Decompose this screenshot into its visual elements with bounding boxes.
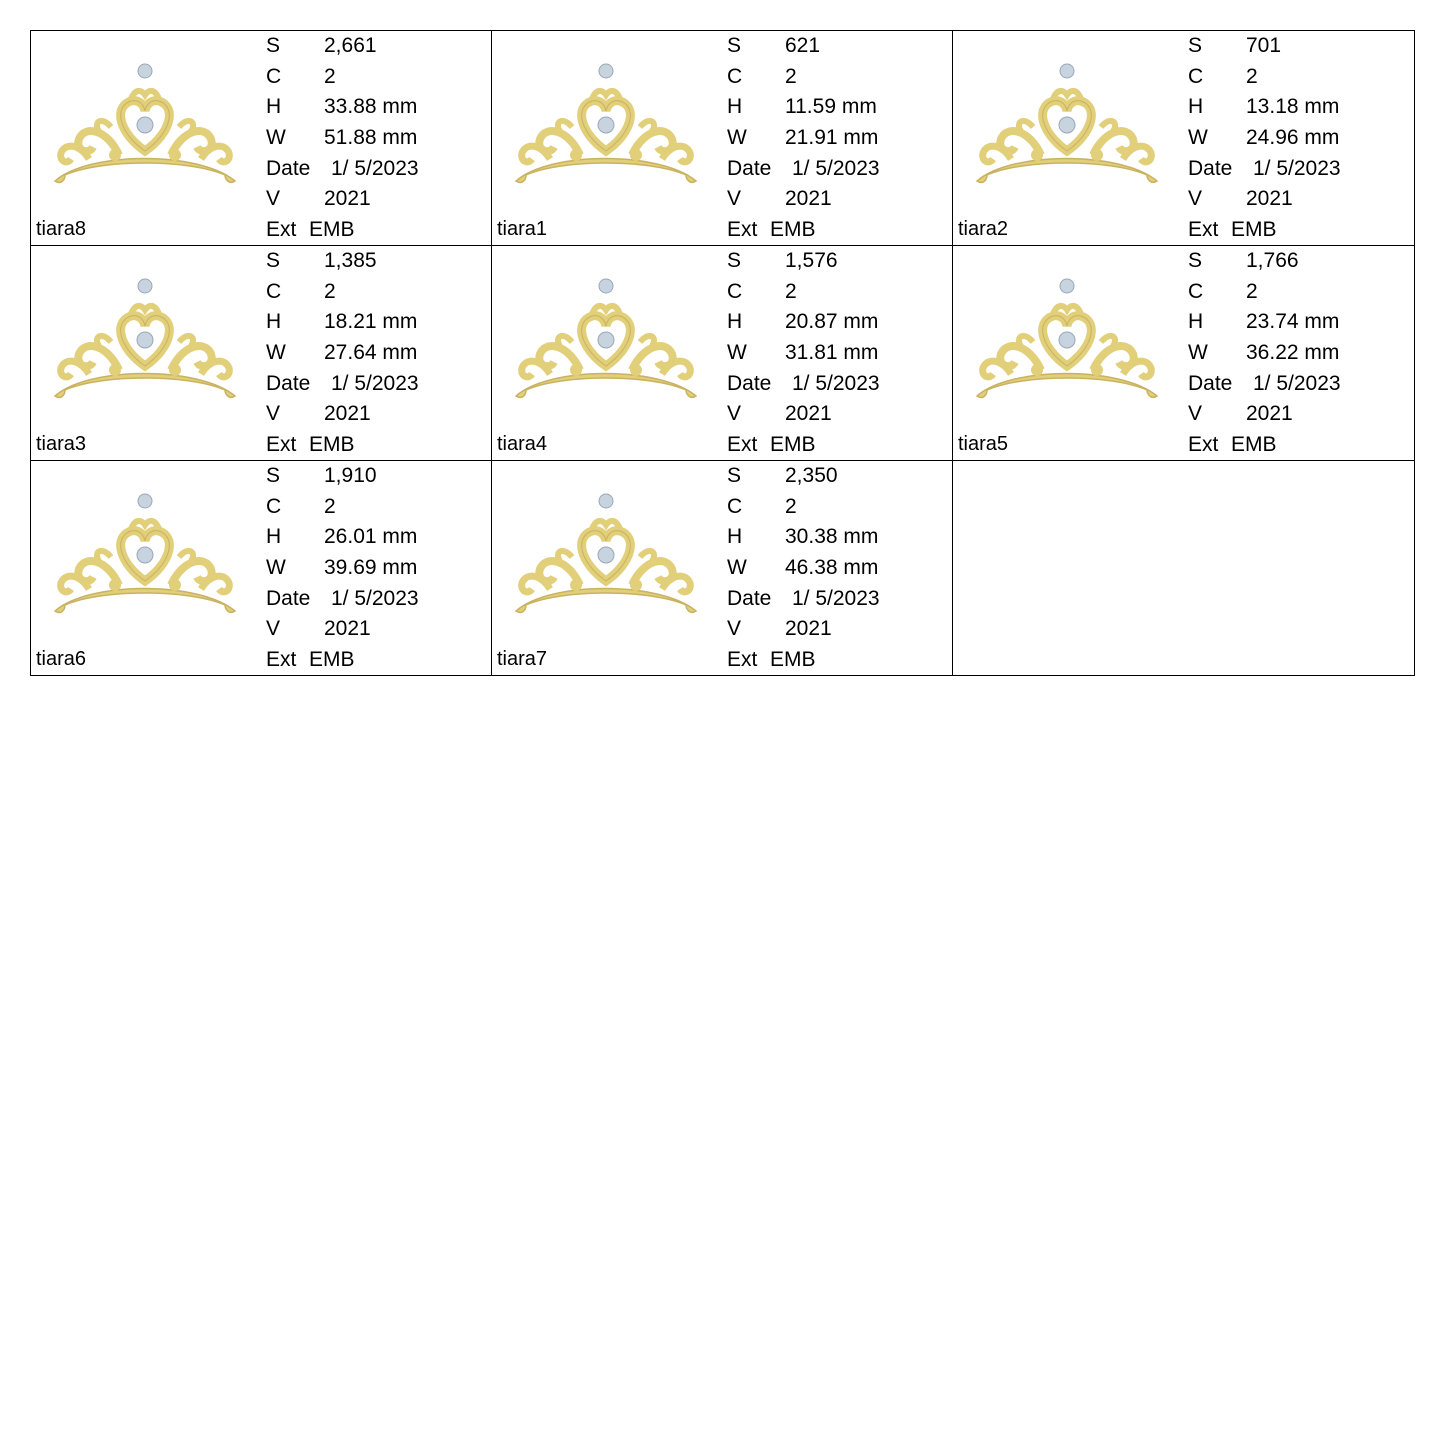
date-value: 1/ 5/2023 <box>331 371 419 395</box>
design-name: tiara1 <box>497 218 548 240</box>
height-value: 23.74 mm <box>1246 310 1340 334</box>
colors-label: C <box>727 64 743 88</box>
extension-value: EMB <box>770 648 816 672</box>
design-name: tiara7 <box>497 648 548 670</box>
stitches-label: S <box>727 249 742 272</box>
height-label: H <box>727 95 743 119</box>
design-name: tiara6 <box>36 648 87 670</box>
design-cell-tiara8 <box>31 31 492 246</box>
extension-value: EMB <box>1231 433 1277 457</box>
width-value: 39.69 mm <box>324 556 418 580</box>
version-value: 2021 <box>324 617 371 641</box>
design-cell-tiara5 <box>953 246 1414 461</box>
date-label: Date <box>1188 156 1233 180</box>
version-label: V <box>727 402 742 426</box>
stitches-label: S <box>727 464 742 487</box>
height-label: H <box>1188 95 1204 119</box>
height-value: 30.38 mm <box>785 525 879 549</box>
tiara-embroidery-icon <box>510 274 702 404</box>
height-value: 20.87 mm <box>785 310 879 334</box>
extension-value: EMB <box>770 433 816 457</box>
date-value: 1/ 5/2023 <box>792 156 880 180</box>
colors-label: C <box>266 494 282 518</box>
colors-value: 2 <box>324 494 336 518</box>
extension-label: Ext <box>266 218 297 242</box>
design-name: tiara3 <box>36 433 87 455</box>
date-value: 1/ 5/2023 <box>331 586 419 610</box>
height-value: 18.21 mm <box>324 310 418 334</box>
stitches-label: S <box>1188 249 1203 272</box>
extension-label: Ext <box>727 218 758 242</box>
colors-value: 2 <box>1246 279 1258 303</box>
extension-value: EMB <box>770 218 816 242</box>
version-label: V <box>1188 402 1203 426</box>
stitches-label: S <box>266 464 281 487</box>
stitches-label: S <box>266 34 281 57</box>
tiara-embroidery-icon <box>49 274 241 404</box>
tiara-embroidery-icon <box>971 274 1163 404</box>
tiara-embroidery-icon <box>510 489 702 619</box>
width-value: 24.96 mm <box>1246 126 1340 150</box>
colors-label: C <box>727 279 743 303</box>
design-catalog-sheet <box>30 30 1415 676</box>
tiara-embroidery-icon <box>510 59 702 189</box>
height-label: H <box>266 310 282 334</box>
colors-label: C <box>266 64 282 88</box>
version-value: 2021 <box>324 187 371 211</box>
stitches-value: 1,385 <box>324 249 377 272</box>
stitches-value: 1,576 <box>785 249 838 272</box>
width-value: 27.64 mm <box>324 341 418 365</box>
date-label: Date <box>1188 371 1233 395</box>
height-value: 26.01 mm <box>324 525 418 549</box>
design-cell-tiara1 <box>492 31 953 246</box>
stitches-value: 701 <box>1246 34 1282 57</box>
design-name: tiara8 <box>36 218 87 240</box>
date-value: 1/ 5/2023 <box>792 371 880 395</box>
extension-value: EMB <box>1231 218 1277 242</box>
height-label: H <box>727 525 743 549</box>
extension-value: EMB <box>309 648 355 672</box>
height-value: 13.18 mm <box>1246 95 1340 119</box>
extension-value: EMB <box>309 433 355 457</box>
colors-value: 2 <box>785 494 797 518</box>
tiara-embroidery-icon <box>49 489 241 619</box>
width-label: W <box>266 341 286 365</box>
stitches-value: 621 <box>785 34 821 57</box>
height-value: 33.88 mm <box>324 95 418 119</box>
width-value: 36.22 mm <box>1246 341 1340 365</box>
stitches-value: 1,766 <box>1246 249 1299 272</box>
version-value: 2021 <box>785 617 832 641</box>
width-value: 46.38 mm <box>785 556 879 580</box>
date-label: Date <box>266 156 311 180</box>
colors-value: 2 <box>324 279 336 303</box>
design-cell-tiara4 <box>492 246 953 461</box>
tiara-embroidery-icon <box>971 59 1163 189</box>
version-label: V <box>1188 187 1203 211</box>
design-name: tiara4 <box>497 433 548 455</box>
width-label: W <box>727 341 747 365</box>
height-label: H <box>266 525 282 549</box>
colors-label: C <box>266 279 282 303</box>
width-value: 51.88 mm <box>324 126 418 150</box>
date-label: Date <box>266 371 311 395</box>
stitches-value: 1,910 <box>324 464 377 487</box>
width-label: W <box>727 126 747 150</box>
height-label: H <box>727 310 743 334</box>
height-label: H <box>1188 310 1204 334</box>
colors-value: 2 <box>324 64 336 88</box>
date-value: 1/ 5/2023 <box>1253 156 1341 180</box>
extension-label: Ext <box>1188 433 1219 457</box>
version-label: V <box>266 617 281 641</box>
version-value: 2021 <box>785 402 832 426</box>
stitches-value: 2,350 <box>785 464 838 487</box>
version-label: V <box>727 617 742 641</box>
colors-value: 2 <box>1246 64 1258 88</box>
date-label: Date <box>266 586 311 610</box>
colors-label: C <box>1188 279 1204 303</box>
extension-label: Ext <box>1188 218 1219 242</box>
width-value: 31.81 mm <box>785 341 879 365</box>
tiara-embroidery-icon <box>49 59 241 189</box>
height-value: 11.59 mm <box>785 95 877 119</box>
design-name: tiara2 <box>958 218 1009 240</box>
extension-label: Ext <box>727 433 758 457</box>
width-label: W <box>1188 341 1208 365</box>
width-label: W <box>727 556 747 580</box>
version-label: V <box>266 402 281 426</box>
version-value: 2021 <box>1246 187 1293 211</box>
version-value: 2021 <box>1246 402 1293 426</box>
date-value: 1/ 5/2023 <box>1253 371 1341 395</box>
stitches-label: S <box>266 249 281 272</box>
date-value: 1/ 5/2023 <box>792 586 880 610</box>
version-value: 2021 <box>785 187 832 211</box>
design-name: tiara5 <box>958 433 1009 455</box>
extension-label: Ext <box>266 433 297 457</box>
design-cell-tiara7 <box>492 461 953 676</box>
colors-label: C <box>727 494 743 518</box>
extension-value: EMB <box>309 218 355 242</box>
date-label: Date <box>727 586 772 610</box>
empty-cell <box>953 461 1414 676</box>
date-label: Date <box>727 156 772 180</box>
width-label: W <box>266 556 286 580</box>
date-label: Date <box>727 371 772 395</box>
design-cell-tiara3 <box>31 246 492 461</box>
design-cell-tiara6 <box>31 461 492 676</box>
stitches-value: 2,661 <box>324 34 377 57</box>
version-label: V <box>727 187 742 211</box>
width-value: 21.91 mm <box>785 126 879 150</box>
colors-value: 2 <box>785 279 797 303</box>
design-cell-tiara2 <box>953 31 1414 246</box>
extension-label: Ext <box>727 648 758 672</box>
height-label: H <box>266 95 282 119</box>
stitches-label: S <box>727 34 742 57</box>
version-label: V <box>266 187 281 211</box>
stitches-label: S <box>1188 34 1203 57</box>
extension-label: Ext <box>266 648 297 672</box>
version-value: 2021 <box>324 402 371 426</box>
width-label: W <box>266 126 286 150</box>
width-label: W <box>1188 126 1208 150</box>
colors-label: C <box>1188 64 1204 88</box>
date-value: 1/ 5/2023 <box>331 156 419 180</box>
colors-value: 2 <box>785 64 797 88</box>
